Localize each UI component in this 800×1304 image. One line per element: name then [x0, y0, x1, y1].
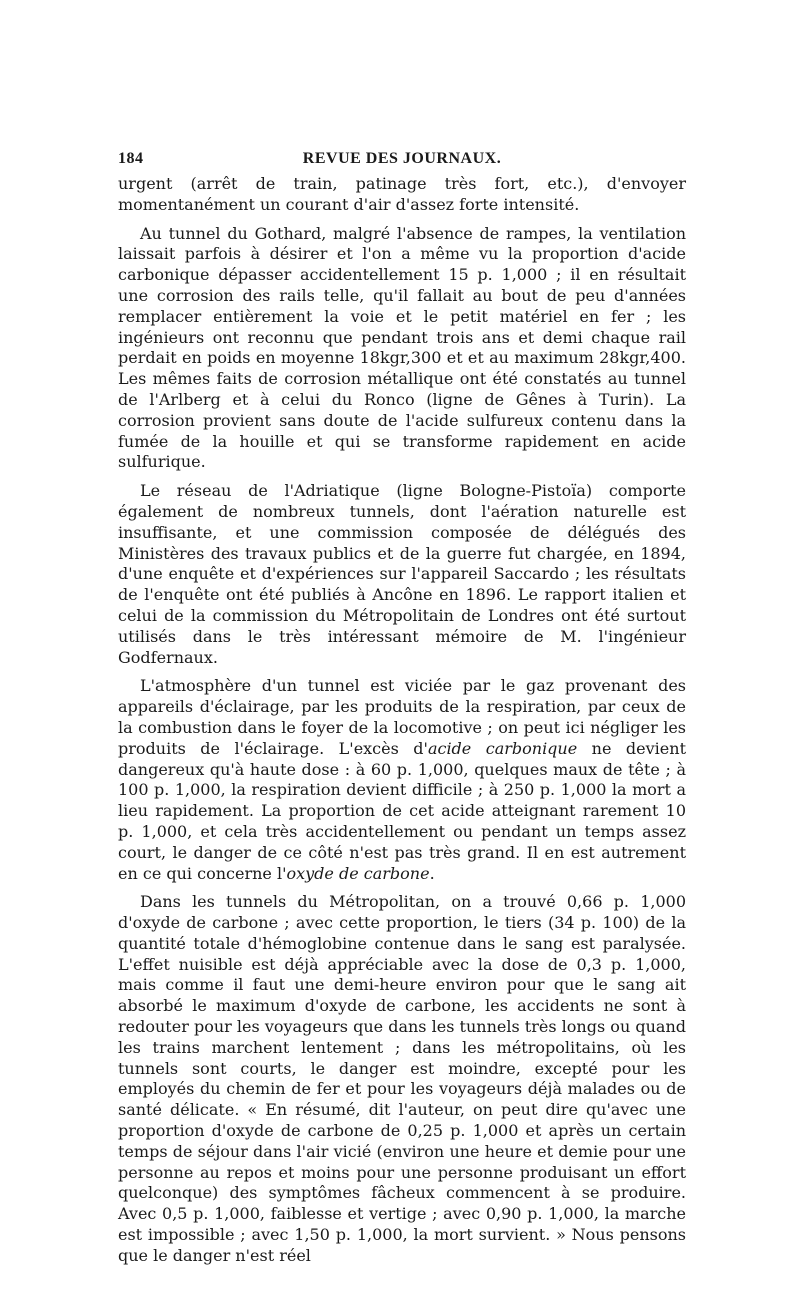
running-head [118, 150, 686, 174]
emphasis-oxyde-carbone: oxyde de carbone [286, 863, 430, 883]
text-segment: L'atmosphère d'un tunnel est viciée par le gaz provenant des appareils d'éclairage, par les produits de la respiration, par ceux de la combustion dans le foyer de la locomotive ; on peut ici négliger les produits de l'éclairage. L'excès d' [118, 676, 686, 758]
text-segment: . [429, 863, 435, 883]
text-segment: ne devient dangereux qu'à haute dose : à 60 p. 1,000, quelques maux de tête ; à 100 p. 1,000, la respiration devient difficile ; à 250 p. 1,000 la mort a lieu rapidement. La proportion de cet acide atteignant rarement 10 p. 1,000, et cela très accidentellement ou pendant un temps assez court, le danger de ce côté n'est pas très grand. Il en est autrement en ce qui concerne l' [118, 738, 686, 883]
emphasis-acide-carbonique: acide carbonique [427, 738, 578, 758]
paragraph-continuation: urgent (arrêt de train, patinage très fort, etc.), d'envoyer momentanément un courant d'air d'assez forte intensité. [118, 174, 686, 214]
journal-page [118, 150, 686, 1275]
page-number: 184 [118, 150, 144, 167]
paragraph-atmosphere [118, 676, 686, 884]
article-body [118, 174, 686, 1267]
paragraph-gothard: Au tunnel du Gothard, malgré l'absence de rampes, la ventilation laissait parfois à désirer et l'on a même vu la proportion d'acide carbonique dépasser accidentellement 15 p. 1,000 ; il en résultait une corrosion des rails telle, qu'il fallait au bout de peu d'années remplacer entièrement la voie et le petit matériel en fer ; les ingénieurs ont reconnu que pendant trois ans et demi chaque rail perdait en poids en moyenne 18kgr,300 et et au maximum 28kgr,400. Les mêmes faits de corrosion métallique ont été constatés au tunnel de l'Arlberg et à celui du Ronco (ligne de Gênes à Turin). La corrosion provient sans doute de l'acide sulfureux contenu dans la fumée de la houille et qui se transforme rapidement en acide sulfurique. [118, 223, 686, 472]
paragraph-metropolitan: Dans les tunnels du Métropolitan, on a trouvé 0,66 p. 1,000 d'oxyde de carbone ; avec cette proportion, le tiers (34 p. 100) de la quantité totale d'hémoglobine contenue dans le sang est paralysée. L'effet nuisible est déjà appréciable avec la dose de 0,3 p. 1,000, mais comme il faut une demi-heure environ pour que le sang ait absorbé le maximum d'oxyde de carbone, les accidents ne sont à redouter pour les voyageurs que dans les tunnels très longs ou quand les trains marchent lentement ; dans les métropolitains, où les tunnels sont courts, le danger est moindre, excepté pour les employés du chemin de fer et pour les voyageurs déjà malades ou de santé délicate. « En résumé, dit l'auteur, on peut dire qu'avec une proportion d'oxyde de carbone de 0,25 p. 1,000 et après un certain temps de séjour dans l'air vicié (environ une heure et demie pour une personne au repos et moins pour une personne produisant un effort quelconque) des symptômes fâcheux commencent à se produire. Avec 0,5 p. 1,000, faiblesse et vertige ; avec 0,90 p. 1,000, la marche est impossible ; avec 1,50 p. 1,000, la mort survient. » Nous pensons que le danger n'est réel [118, 892, 686, 1265]
paragraph-adriatique: Le réseau de l'Adriatique (ligne Bologne-Pistoïa) comporte également de nombreux tunnels, dont l'aération naturelle est insuffisante, et une commission composée de délégués des Ministères des travaux publics et de la guerre fut chargée, en 1894, d'une enquête et d'expériences sur l'appareil Saccardo ; les résultats de l'enquête ont été publiés à Ancône en 1896. Le rapport italien et celui de la commission du Métropolitain de Londres ont été surtout utilisés dans le très intéressant mémoire de M. l'ingénieur Godfernaux. [118, 481, 686, 667]
journal-title: REVUE DES JOURNAUX. [302, 150, 502, 167]
